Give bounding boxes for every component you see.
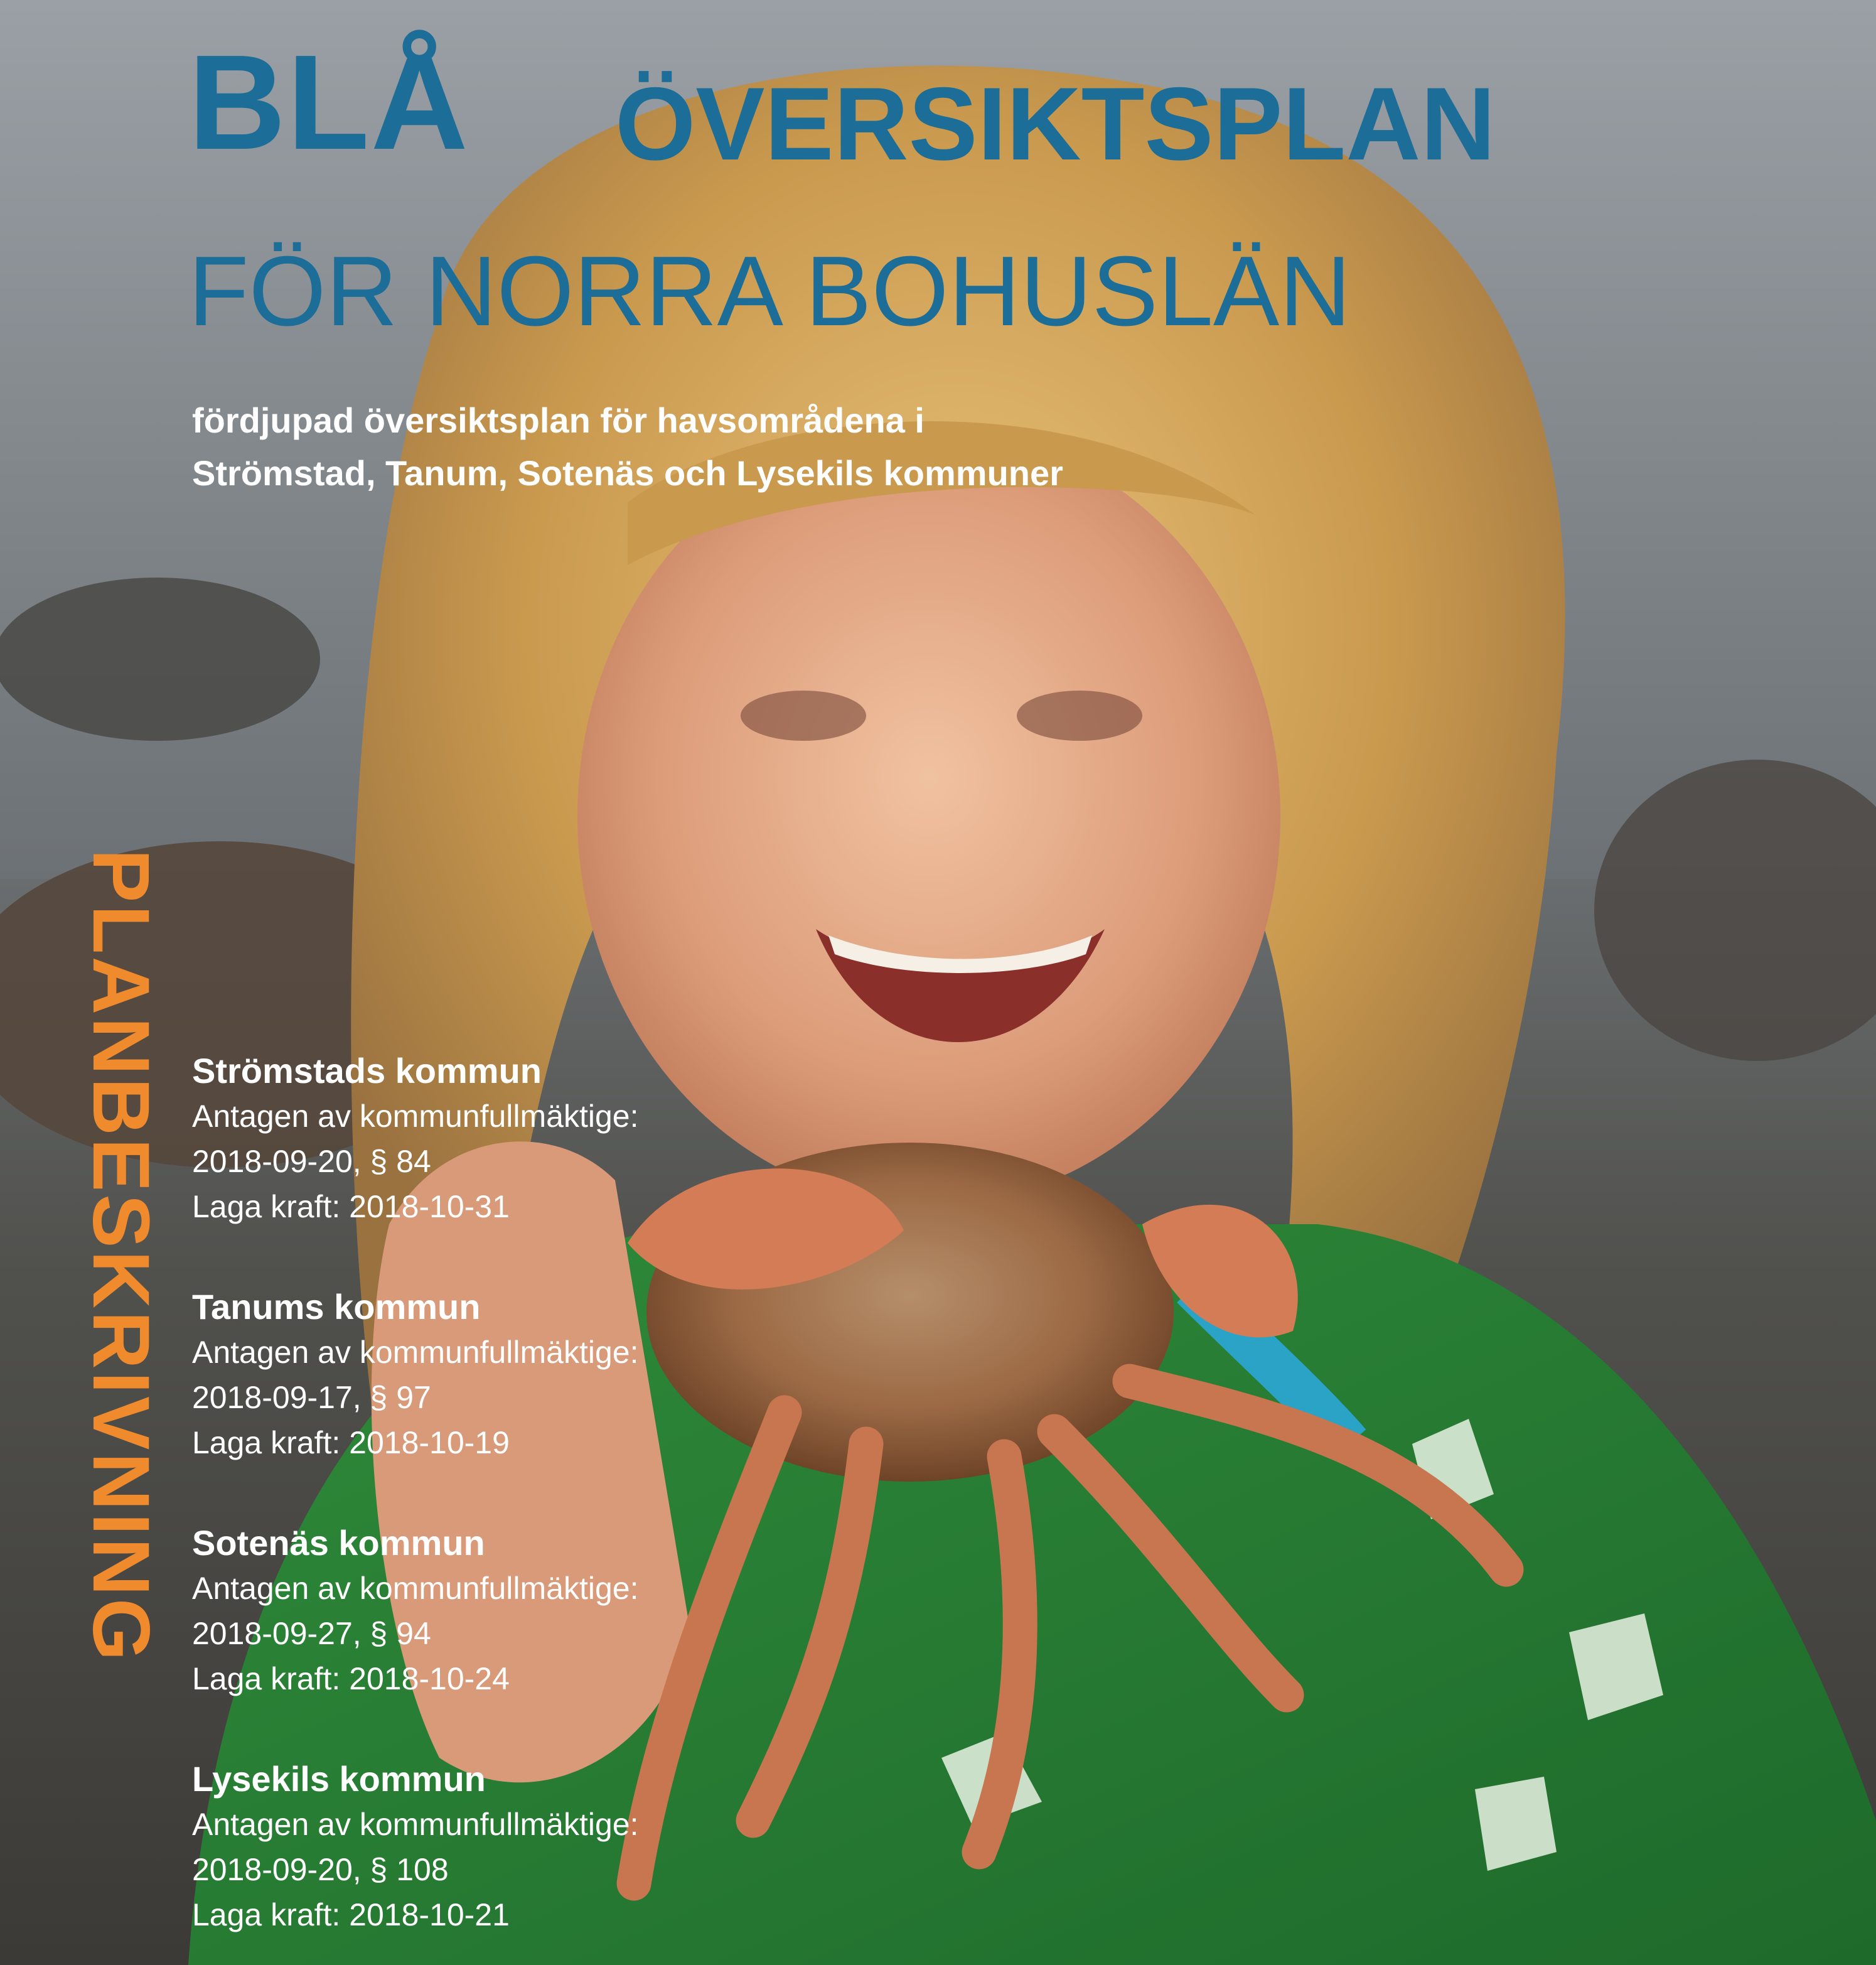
adopted-value: 2018-09-20, § 108 — [192, 1852, 449, 1887]
subtitle-line-1: fördjupad översiktsplan för havsområdena i — [192, 401, 925, 440]
municipality-sotenas — [192, 1521, 638, 1757]
municipality-name: Sotenäs kommun — [192, 1523, 485, 1563]
municipality-name: Strömstads kommun — [192, 1051, 542, 1090]
rock-left — [0, 578, 320, 741]
adopted-label: Antagen av kommunfullmäktige: — [192, 1335, 639, 1370]
adopted-value: 2018-09-17, § 97 — [192, 1380, 431, 1415]
municipality-name: Lysekils kommun — [192, 1759, 486, 1799]
municipality-name: Tanums kommun — [192, 1287, 481, 1327]
legal-force: Laga kraft: 2018-10-31 — [192, 1189, 510, 1224]
title-bla: BLÅ — [188, 26, 469, 178]
subtitle-line-2: Strömstad, Tanum, Sotenäs och Lysekils kommuner — [192, 453, 1063, 493]
child-face — [577, 427, 1280, 1205]
municipality-tanum — [192, 1284, 638, 1521]
adopted-value: 2018-09-20, § 84 — [192, 1144, 431, 1179]
title-oversiktsplan: ÖVERSIKTSPLAN — [615, 66, 1496, 181]
municipality-stromstad — [192, 1048, 638, 1284]
adopted-label: Antagen av kommunfullmäktige: — [192, 1099, 639, 1134]
adopted-label: Antagen av kommunfullmäktige: — [192, 1807, 639, 1842]
legal-force: Laga kraft: 2018-10-21 — [192, 1897, 510, 1932]
municipality-list — [192, 1048, 638, 1965]
title-for-norra-bohuslan: FÖR NORRA BOHUSLÄN — [188, 236, 1351, 347]
adopted-label: Antagen av kommunfullmäktige: — [192, 1571, 639, 1606]
child-eye-left — [741, 691, 866, 741]
legal-force: Laga kraft: 2018-10-19 — [192, 1425, 510, 1460]
legal-force: Laga kraft: 2018-10-24 — [192, 1661, 510, 1696]
adopted-value: 2018-09-27, § 94 — [192, 1616, 431, 1651]
planbeskrivning-label: PLANBESKRIVNING — [76, 849, 166, 1664]
subtitle — [192, 394, 1063, 500]
municipality-lysekil — [192, 1757, 638, 1965]
child-eye-right — [1017, 691, 1142, 741]
